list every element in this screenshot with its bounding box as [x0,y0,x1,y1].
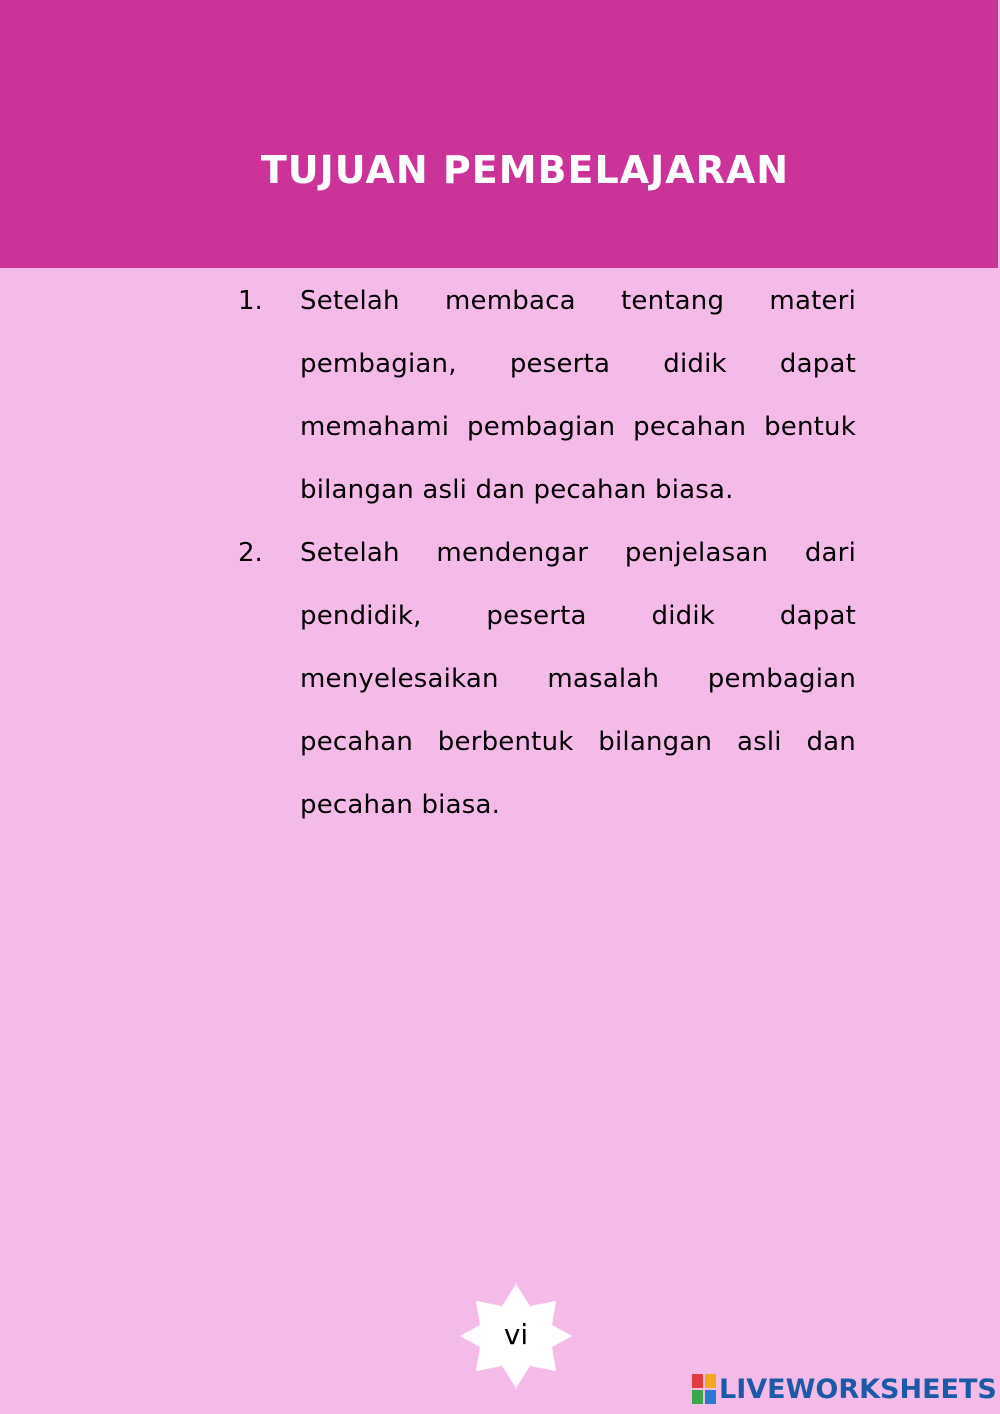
list-item-text: Setelah mendengar penjelasan dari pendidik, peserta didik dapat menyelesaikan masalah pembagian pecahan berbentuk bilangan asli dan pecahan biasa. [300,538,856,820]
liveworksheets-brand[interactable] [692,1372,997,1406]
objectives-list [238,270,856,837]
list-item-number: 2. [238,538,263,568]
page-number: vi [503,1318,529,1351]
page-title: TUJUAN PEMBELAJARAN [260,148,790,192]
list-item-text: Setelah membaca tentang materi pembagian, peserta didik dapat memahami pembagian pecahan bentuk bilangan asli dan pecahan biasa. [300,286,856,505]
header-banner [0,0,998,268]
list-item [238,522,856,837]
list-item [238,270,856,522]
liveworksheets-logo-icon [692,1374,716,1404]
brand-name: LIVEWORKSHEETS [719,1373,997,1405]
list-item-number: 1. [238,286,263,316]
